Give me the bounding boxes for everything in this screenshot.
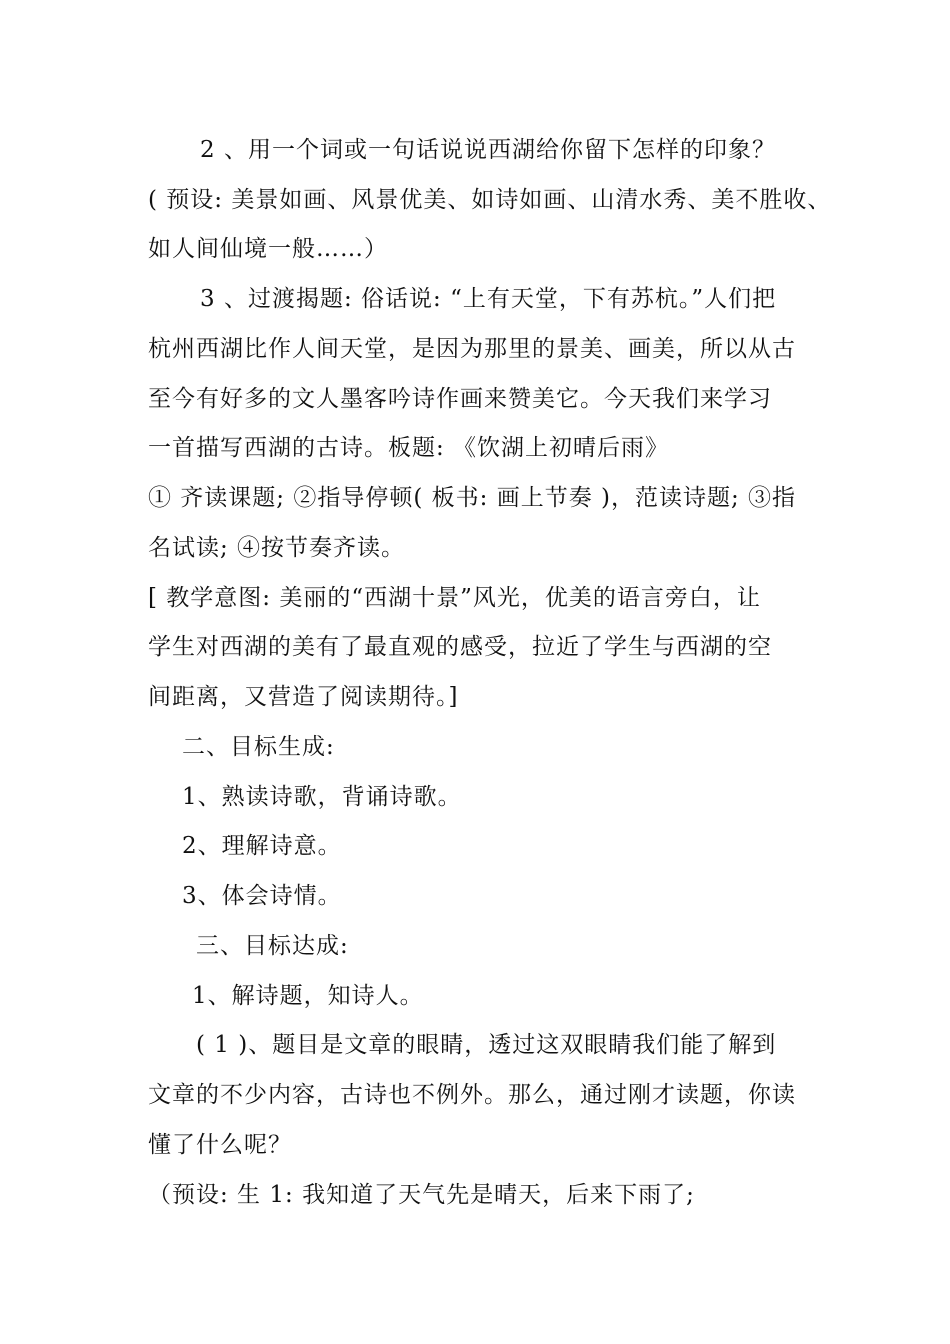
text-line: ( 预设: 美景如画、风景优美、如诗如画、山清水秀、美不胜收、 — [148, 187, 832, 213]
text-line: ( 1 )、题目是文章的眼睛，透过这双眼睛我们能了解到 — [196, 1032, 777, 1058]
text-line: 间距离，又营造了阅读期待。] — [148, 684, 459, 710]
text-line: 至今有好多的文人墨客吟诗作画来赞美它。今天我们来学习 — [148, 386, 772, 412]
text-line: 3 、过渡揭题: 俗话说: “上有天堂，下有苏杭。”人们把 — [200, 286, 777, 312]
text-line: （预设: 生 1: 我知道了天气先是晴天，后来下雨了; — [148, 1182, 695, 1208]
text-line: 文章的不少内容，古诗也不例外。那么，通过刚才读题，你读 — [148, 1082, 796, 1108]
text-line: 学生对西湖的美有了最直观的感受，拉近了学生与西湖的空 — [148, 634, 772, 660]
list-item: 1、熟读诗歌，背诵诗歌。 — [182, 784, 462, 810]
section-heading: 二、目标生成: — [182, 734, 335, 760]
text-line: 一首描写西湖的古诗。板题: 《饮湖上初晴后雨》 — [148, 435, 670, 461]
text-line: 名试读; ④按节奏齐读。 — [148, 535, 406, 561]
text-line: 如人间仙境一般……） — [148, 236, 388, 262]
list-item: 3、体会诗情。 — [182, 883, 342, 909]
text-line: [ 教学意图: 美丽的“西湖十景”风光，优美的语言旁白，让 — [148, 585, 761, 611]
text-line: 杭州西湖比作人间天堂，是因为那里的景美、画美，所以从古 — [148, 336, 796, 362]
text-line: ① 齐读课题; ②指导停顿( 板书: 画上节奏 )，范读诗题; ③指 — [148, 485, 797, 511]
section-heading: 三、目标达成: — [196, 933, 349, 959]
list-item: 1、解诗题，知诗人。 — [192, 983, 424, 1009]
text-line: 2 、用一个词或一句话说说西湖给你留下怎样的印象？ — [200, 137, 776, 163]
text-line: 懂了什么呢？ — [148, 1132, 292, 1158]
list-item: 2、理解诗意。 — [182, 833, 342, 859]
